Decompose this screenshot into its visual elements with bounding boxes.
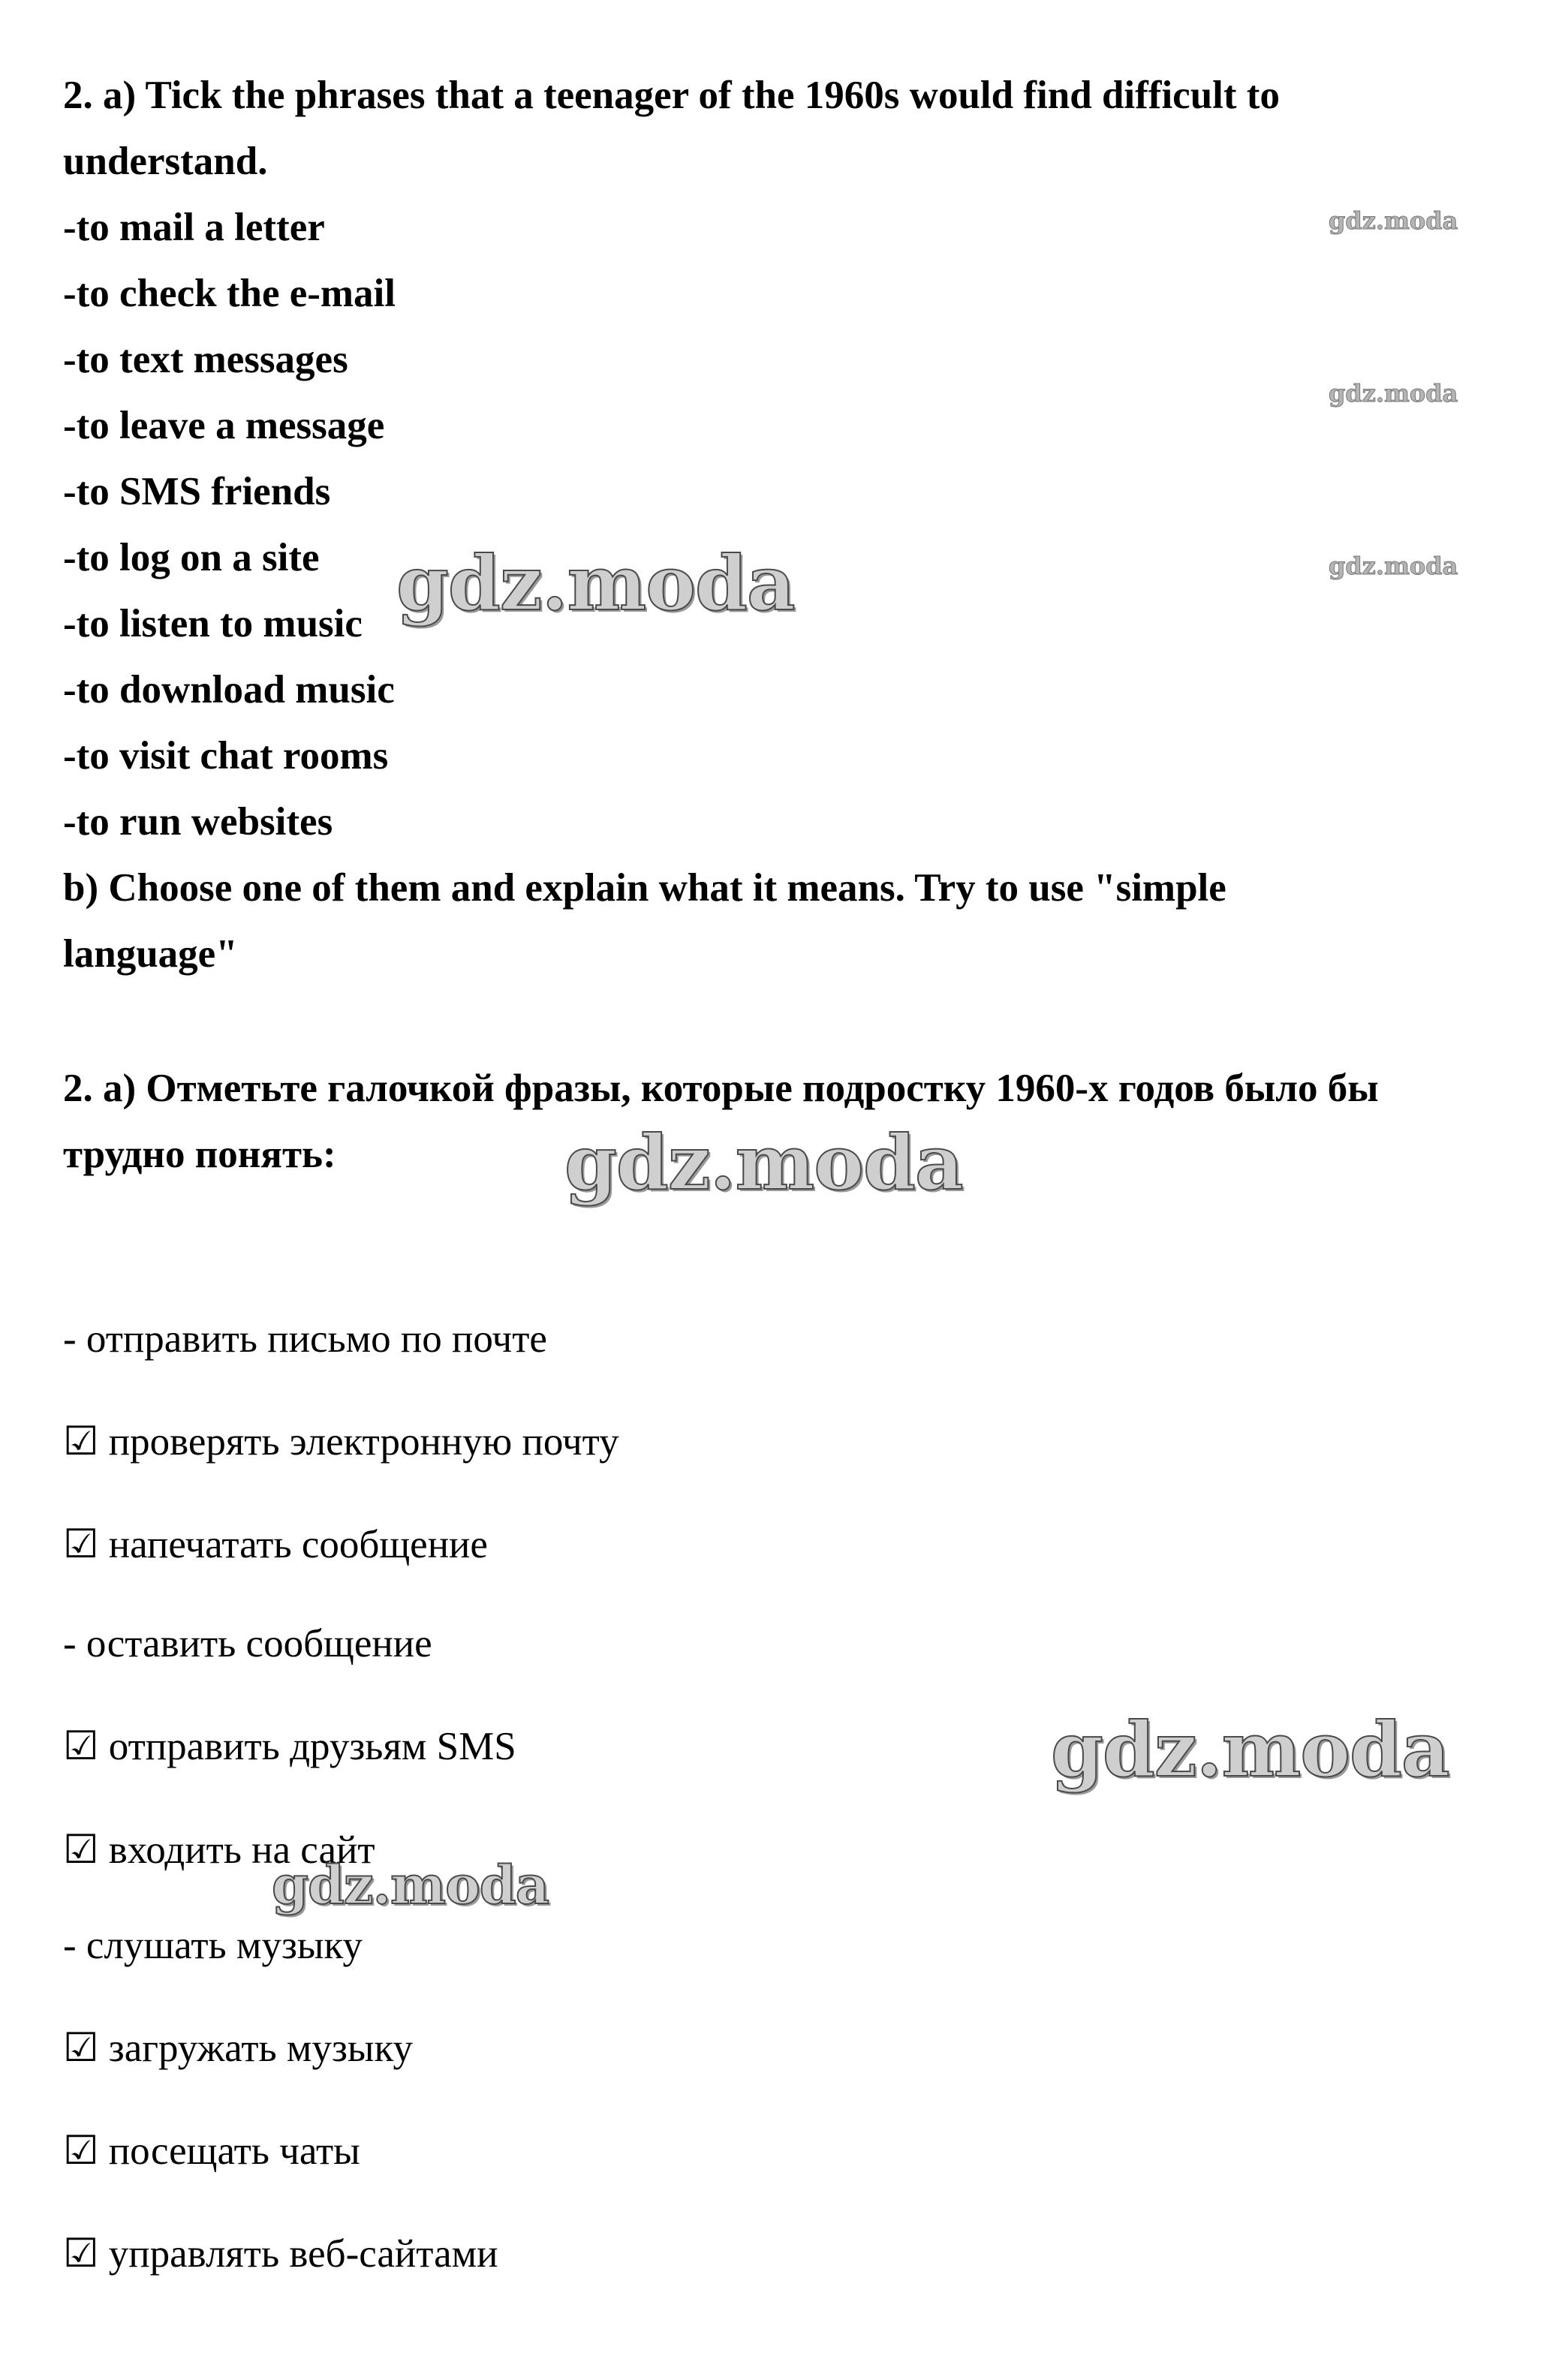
watermark: gdz.moda: [396, 539, 795, 627]
part-b-en-line1: b) Choose one of them and explain what it means. Try to use "simple: [63, 866, 1226, 910]
watermark: gdz.moda: [1329, 206, 1458, 235]
task-title-ru-line1: 2. а) Отметьте галочкой фразы, которые подростку 1960-х годов было бы: [63, 1067, 1379, 1110]
answer-item: ☑ загружать музыку: [63, 2026, 414, 2070]
answer-item: ☑ проверять электронную почту: [63, 1420, 619, 1464]
phrase-item: -to check the e-mail: [63, 272, 396, 315]
task-title-en-line1: 2. a) Tick the phrases that a teenager of the 1960s would find difficult to: [63, 74, 1280, 117]
watermark: gdz.moda: [1329, 552, 1458, 580]
answer-item: - оставить сообщение: [63, 1622, 432, 1665]
answer-item: - отправить письмо по почте: [63, 1317, 547, 1361]
phrase-item: -to run websites: [63, 800, 333, 844]
answer-item: ☑ управлять веб-сайтами: [63, 2232, 498, 2276]
phrase-item: -to leave a message: [63, 404, 385, 447]
part-b-en-line2: language": [63, 932, 238, 976]
phrase-item: -to SMS friends: [63, 470, 331, 513]
phrase-item: -to log on a site: [63, 536, 320, 579]
answer-item: - слушать музыку: [63, 1924, 363, 1967]
watermark: gdz.moda: [1329, 379, 1458, 408]
watermark: gdz.moda: [1051, 1705, 1449, 1794]
watermark: gdz.moda: [564, 1118, 963, 1207]
phrase-item: -to listen to music: [63, 602, 363, 645]
phrase-item: -to visit chat rooms: [63, 734, 389, 778]
answer-item: ☑ входить на сайт: [63, 1828, 375, 1872]
phrase-item: -to text messages: [63, 338, 348, 381]
watermark: gdz.moda: [272, 1854, 549, 1916]
task-title-ru-line2: трудно понять:: [63, 1133, 336, 1176]
task-title-en-line2: understand.: [63, 140, 268, 183]
answer-item: ☑ отправить друзьям SMS: [63, 1725, 516, 1768]
answer-item: ☑ посещать чаты: [63, 2129, 360, 2173]
phrase-item: -to mail a letter: [63, 206, 325, 249]
answer-item: ☑ напечатать сообщение: [63, 1523, 488, 1566]
phrase-item: -to download music: [63, 668, 395, 712]
